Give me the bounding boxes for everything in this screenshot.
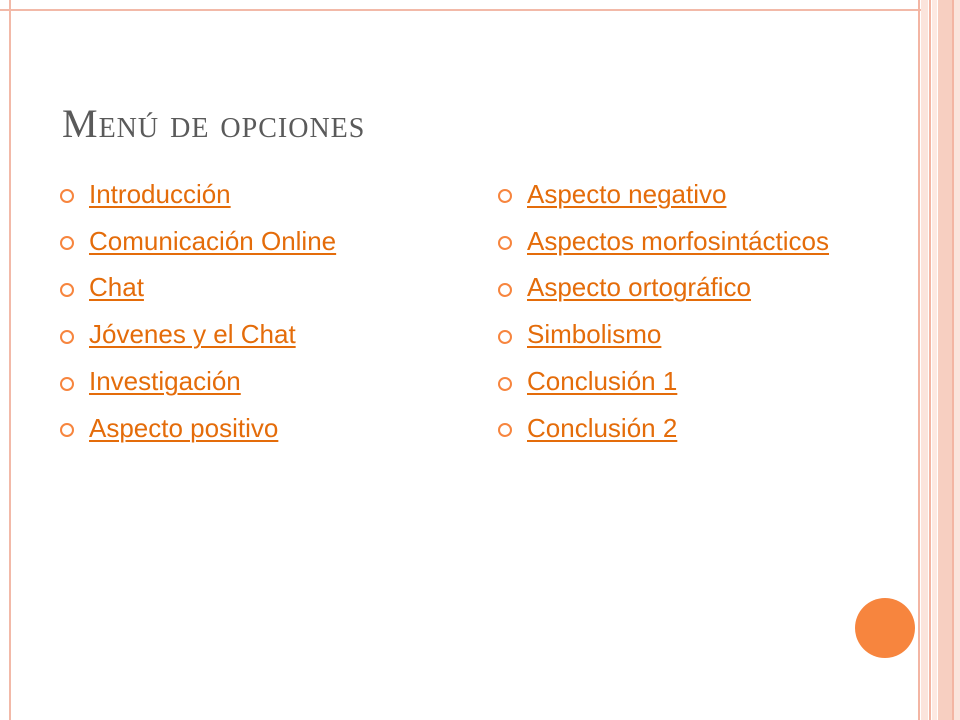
circle-bullet-icon [498,423,512,437]
menu-item [498,171,829,218]
right-stripe [932,0,937,720]
page-title: Menú de opciones [62,101,366,146]
right-stripe [929,0,931,720]
link-conclusion-2[interactable]: Conclusión 2 [527,412,678,443]
link-simbolismo[interactable]: Simbolismo [527,319,662,350]
circle-bullet-icon [60,189,74,203]
circle-bullet-icon [60,283,74,297]
link-jovenes-y-el-chat[interactable]: Jóvenes y el Chat [89,319,296,350]
menu-item [498,405,829,452]
menu-item [498,218,829,265]
right-stripe [921,0,928,720]
menu-item [498,358,829,405]
circle-bullet-icon [60,423,74,437]
circle-bullet-icon [498,283,512,297]
menu-item [60,265,336,312]
link-chat[interactable]: Chat [89,272,144,303]
link-aspecto-ortografico[interactable]: Aspecto ortográfico [527,272,752,303]
link-investigacion[interactable]: Investigación [89,366,241,397]
menu-item [60,358,336,405]
menu-item [60,218,336,265]
menu-column-left [60,171,336,452]
menu-item [60,405,336,452]
circle-bullet-icon [60,377,74,391]
menu-item [60,311,336,358]
menu-item [498,265,829,312]
circle-bullet-icon [60,236,74,250]
top-border-line [0,0,922,11]
right-stripe [954,0,960,720]
circle-bullet-icon [60,330,74,344]
left-border-line [0,0,11,720]
link-aspectos-morfosintacticos[interactable]: Aspectos morfosintácticos [527,225,830,256]
link-comunicacion-online[interactable]: Comunicación Online [89,225,337,256]
orange-circle-decoration [855,598,915,658]
circle-bullet-icon [498,236,512,250]
circle-bullet-icon [498,330,512,344]
right-stripe [938,0,952,720]
link-introduccion[interactable]: Introducción [89,178,231,209]
circle-bullet-icon [498,189,512,203]
menu-item [60,171,336,218]
right-stripe [918,0,920,720]
circle-bullet-icon [498,377,512,391]
link-conclusion-1[interactable]: Conclusión 1 [527,366,678,397]
menu-column-right [498,171,829,452]
link-aspecto-negativo[interactable]: Aspecto negativo [527,178,727,209]
link-aspecto-positivo[interactable]: Aspecto positivo [89,412,279,443]
menu-item [498,311,829,358]
